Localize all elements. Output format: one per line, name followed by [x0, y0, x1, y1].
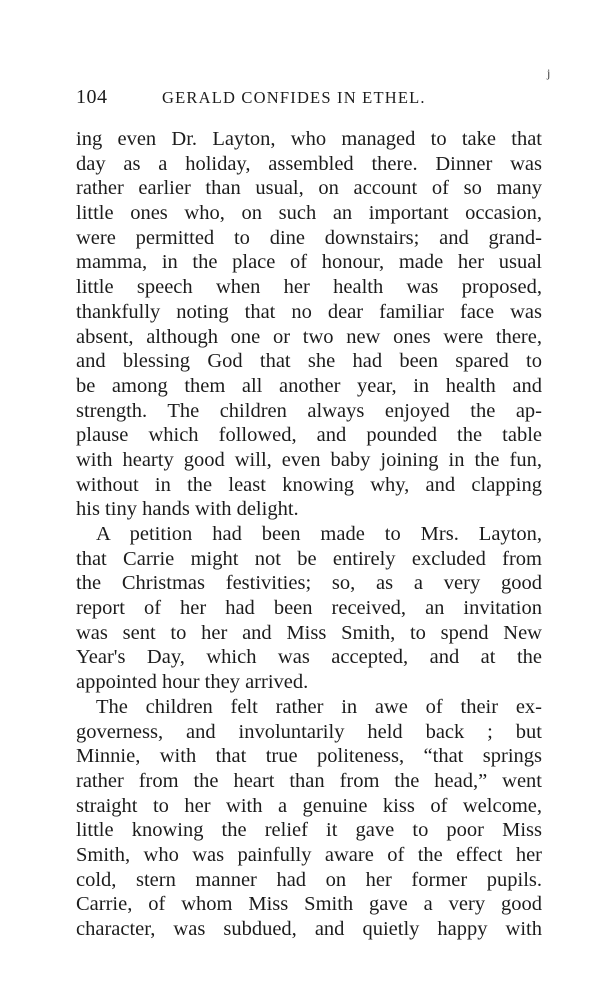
text-line: with hearty good will, even baby joining in the fun, — [76, 448, 542, 471]
text-line: Smith, who was painfully aware of the effect her — [76, 843, 542, 866]
text-line: were permitted to dine downstairs; and grand- — [76, 226, 542, 249]
text-line: without in the least knowing why, and clapping — [76, 473, 542, 496]
text-line: Year's Day, which was accepted, and at the — [76, 646, 542, 669]
text-line: little ones who, on such an important occasion, — [76, 202, 542, 225]
text-line: thankfully noting that no dear familiar face was — [76, 300, 542, 323]
text-line: governess, and involuntarily held back ; but — [76, 720, 542, 743]
text-line: the Christmas festivities; so, as a very good — [76, 572, 542, 595]
text-line: Carrie, of whom Miss Smith gave a very good — [76, 893, 542, 916]
paragraph — [76, 127, 542, 522]
text-line: and blessing God that she had been spared to — [76, 350, 542, 373]
text-line: The children felt rather in awe of their ex- — [96, 695, 542, 718]
text-line: little knowing the relief it gave to poor Miss — [76, 819, 542, 842]
stray-mark: j — [547, 66, 551, 80]
paragraph — [76, 522, 542, 695]
text-line: straight to her with a genuine kiss of welcome, — [76, 794, 542, 817]
text-line: Minnie, with that true politeness, “that springs — [76, 745, 542, 768]
text-line: little speech when her health was proposed, — [76, 276, 542, 299]
text-line: absent, although one or two new ones were there, — [76, 325, 542, 348]
text-line: ing even Dr. Layton, who managed to take that — [76, 128, 542, 150]
running-title: GERALD CONFIDES IN ETHEL. — [162, 88, 426, 107]
body-text — [76, 127, 542, 942]
text-line: plause which followed, and pounded the table — [76, 424, 542, 447]
text-line: was sent to her and Miss Smith, to spend New — [76, 621, 542, 644]
text-line: day as a holiday, assembled there. Dinner was — [76, 152, 542, 175]
running-head — [76, 86, 546, 112]
text-line: report of her had been received, an invitation — [76, 597, 542, 620]
text-line: rather from the heart than from the head,” went — [76, 769, 542, 792]
text-line: that Carrie might not be entirely excluded from — [76, 547, 542, 570]
text-line: A petition had been made to Mrs. Layton, — [96, 523, 542, 545]
paragraph — [76, 695, 542, 942]
text-line: cold, stern manner had on her former pupils. — [76, 868, 542, 891]
text-line: character, was subdued, and quietly happy with — [76, 918, 542, 940]
text-line: appointed hour they arrived. — [76, 671, 309, 694]
text-line: be among them all another year, in health and — [76, 374, 542, 397]
page-number: 104 — [76, 86, 108, 108]
text-line: rather earlier than usual, on account of so many — [76, 177, 542, 200]
text-line: mamma, in the place of honour, made her usual — [76, 251, 542, 274]
text-line: his tiny hands with delight. — [76, 498, 299, 521]
text-line: strength. The children always enjoyed the ap- — [76, 399, 542, 422]
